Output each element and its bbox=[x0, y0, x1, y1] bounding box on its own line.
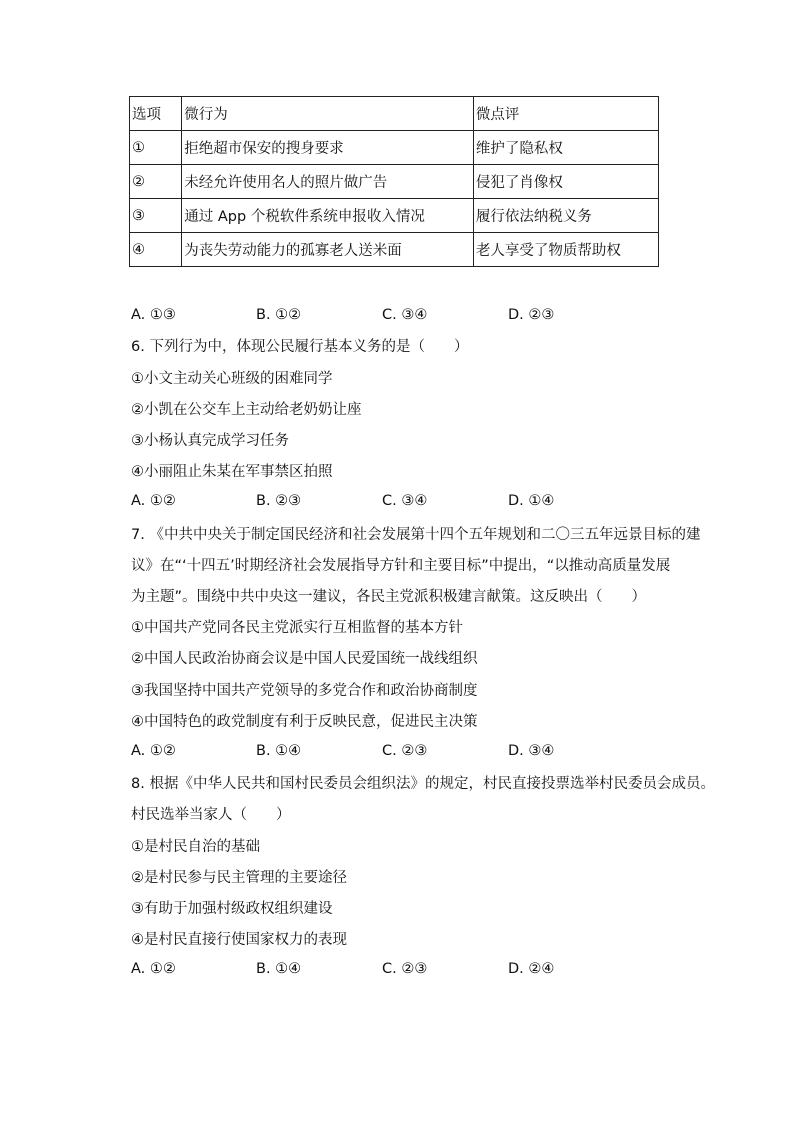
q6-option-a[interactable]: A. ①② bbox=[131, 493, 176, 509]
q6-item: ③小杨认真完成学习任务 bbox=[131, 433, 289, 449]
q6-options bbox=[131, 493, 651, 515]
q5-option-a[interactable]: A. ①③ bbox=[131, 307, 176, 323]
table-cell: 为丧失劳动能力的孤寡老人送米面 bbox=[182, 233, 474, 267]
q6-item: ①小文主动关心班级的困难同学 bbox=[131, 371, 333, 387]
q8-stem-line: 8. 根据《中华人民共和国村民委员会组织法》的规定，村民直接投票选举村民委员会成员。 bbox=[131, 776, 715, 792]
table-cell: 履行依法纳税义务 bbox=[473, 199, 658, 233]
q6-item: ②小凯在公交车上主动给老奶奶让座 bbox=[131, 402, 362, 418]
q8-stem-line: 村民选举当家人（ ） bbox=[131, 807, 291, 823]
table-row bbox=[130, 165, 659, 199]
q8-option-d[interactable]: D. ②④ bbox=[508, 961, 555, 977]
q7-option-d[interactable]: D. ③④ bbox=[508, 743, 555, 759]
q6-item: ④小丽阻止朱某在军事禁区拍照 bbox=[131, 464, 333, 480]
q8-option-c[interactable]: C. ②③ bbox=[382, 961, 428, 977]
table-header-cell: 选项 bbox=[130, 97, 182, 131]
table-cell: ① bbox=[130, 131, 182, 165]
q7-option-c[interactable]: C. ②③ bbox=[382, 743, 428, 759]
table-cell: 拒绝超市保安的搜身要求 bbox=[182, 131, 474, 165]
q8-item: ①是村民自治的基础 bbox=[131, 839, 260, 855]
table-cell: 未经允许使用名人的照片做广告 bbox=[182, 165, 474, 199]
q7-stem-line: 议》在“‘十四五’时期经济社会发展指导方针和主要目标”中提出，“以推动高质量发展 bbox=[131, 558, 671, 574]
q7-option-b[interactable]: B. ①④ bbox=[256, 743, 302, 759]
table-row bbox=[130, 131, 659, 165]
table-header-cell: 微点评 bbox=[473, 97, 658, 131]
q6-option-b[interactable]: B. ②③ bbox=[256, 493, 302, 509]
table-row bbox=[130, 233, 659, 267]
q7-item: ④中国特色的政党制度有利于反映民意，促进民主决策 bbox=[131, 714, 478, 730]
q8-options bbox=[131, 961, 651, 983]
table-header-cell: 微行为 bbox=[182, 97, 474, 131]
q5-option-c[interactable]: C. ③④ bbox=[382, 307, 428, 323]
q5-options bbox=[131, 307, 651, 329]
q7-options bbox=[131, 743, 651, 765]
q5-option-d[interactable]: D. ②③ bbox=[508, 307, 555, 323]
q7-option-a[interactable]: A. ①② bbox=[131, 743, 176, 759]
behavior-table bbox=[129, 96, 659, 267]
q5-option-b[interactable]: B. ①② bbox=[256, 307, 302, 323]
table-cell: ② bbox=[130, 165, 182, 199]
q6-option-d[interactable]: D. ①④ bbox=[508, 493, 555, 509]
q7-stem-line: 7. 《中共中央关于制定国民经济和社会发展第十四个五年规划和二〇三五年远景目标的建 bbox=[131, 527, 701, 543]
q8-option-a[interactable]: A. ①② bbox=[131, 961, 176, 977]
table-cell: 维护了隐私权 bbox=[473, 131, 658, 165]
q6-stem: 6. 下列行为中，体现公民履行基本义务的是（ ） bbox=[131, 339, 469, 355]
table-cell: 侵犯了肖像权 bbox=[473, 165, 658, 199]
table-header-row bbox=[130, 97, 659, 131]
table-cell: ④ bbox=[130, 233, 182, 267]
table-cell: 通过 App 个税软件系统申报收入情况 bbox=[182, 199, 474, 233]
q8-item: ④是村民直接行使国家权力的表现 bbox=[131, 932, 347, 948]
q7-stem-line: 为主题”。围绕中共中央这一建议，各民主党派积极建言献策。这反映出（ ） bbox=[131, 589, 647, 605]
table-row bbox=[130, 199, 659, 233]
q7-item: ③我国坚持中国共产党领导的多党合作和政治协商制度 bbox=[131, 683, 478, 699]
q6-option-c[interactable]: C. ③④ bbox=[382, 493, 428, 509]
q8-item: ②是村民参与民主管理的主要途径 bbox=[131, 870, 347, 886]
q8-option-b[interactable]: B. ①④ bbox=[256, 961, 302, 977]
table-cell: 老人享受了物质帮助权 bbox=[473, 233, 658, 267]
q7-item: ②中国人民政治协商会议是中国人民爱国统一战线组织 bbox=[131, 651, 478, 667]
table-cell: ③ bbox=[130, 199, 182, 233]
q8-item: ③有助于加强村级政权组织建设 bbox=[131, 901, 333, 917]
q7-item: ①中国共产党同各民主党派实行互相监督的基本方针 bbox=[131, 620, 463, 636]
